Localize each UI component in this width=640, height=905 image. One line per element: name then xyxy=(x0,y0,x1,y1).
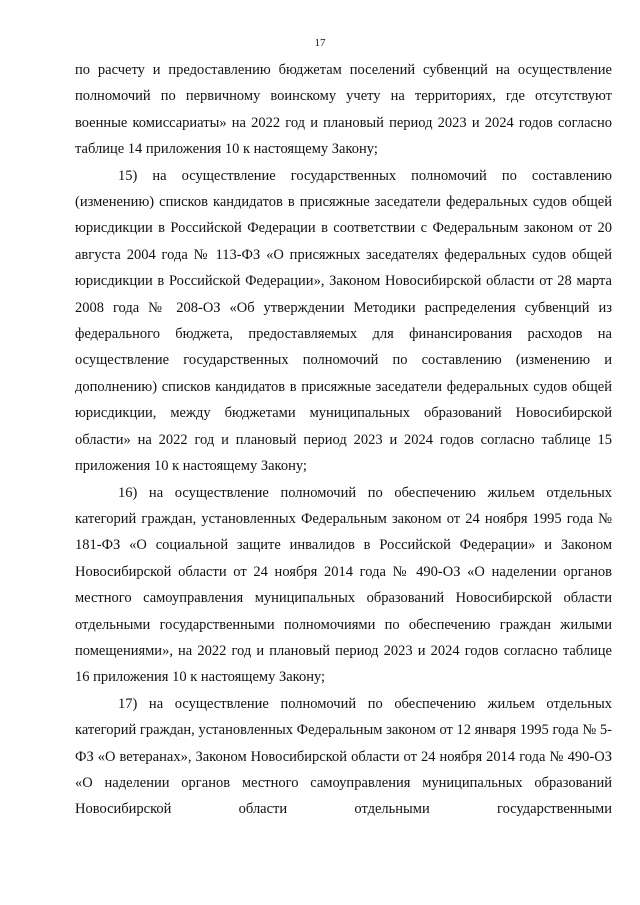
page-number: 17 xyxy=(314,37,326,49)
paragraph-17: 17) на осуществление полномочий по обеспечению жильем отдельных категорий граждан, установленных Федеральным законом от 12 января 1995 года № 5-ФЗ «О ветеранах», Законом Новосибирской области от 24 ноября 2014 года № 490-ОЗ «О наделении органов местного самоуправления муниципальных образований Новосибирской области отдельными государственными xyxy=(75,695,612,818)
paragraph-15: 15) на осуществление государственных полномочий по составлению (изменению) списков кандидатов в присяжные заседатели федеральных судов общей юрисдикции в Российской Федерации в соответствии с Федеральным законом от 20 августа 2004 года № 113-ФЗ «О присяжных заседателях федеральных судов общей юрисдикции в Российской Федерации», Законом Новосибирской области от 28 марта 2008 года № 208-ОЗ «Об утверждении Методики распределения субвенций из федерального бюджета, предоставляемых для финансирования расходов на осуществление государственных полномочий по составлению (изменению и дополнению) списков кандидатов в присяжные заседатели федеральных судов общей юрисдикции, между бюджетами муниципальных образований Новосибирской области» на 2022 год и плановый период 2023 и 2024 годов согласно таблице 15 приложения 10 к настоящему Закону; xyxy=(75,167,612,475)
paragraph-14-continuation: по расчету и предоставлению бюджетам поселений субвенций на осуществление полномочий по первичному воинскому учету на территориях, где отсутствуют военные комиссариаты» на 2022 год и плановый период 2023 и 2024 годов согласно таблице 14 приложения 10 к настоящему Закону; xyxy=(75,62,612,158)
document-body xyxy=(75,57,612,823)
paragraph-16: 16) на осуществление полномочий по обеспечению жильем отдельных категорий граждан, установленных Федеральным законом от 24 ноября 1995 года № 181-ФЗ «О социальной защите инвалидов в Российской Федерации» и Законом Новосибирской области от 24 ноября 2014 года № 490-ОЗ «О наделении органов местного самоуправления муниципальных образований Новосибирской области отдельными государственными полномочиями по обеспечению граждан жилыми помещениями», на 2022 год и плановый период 2023 и 2024 годов согласно таблице 16 приложения 10 к настоящему Закону; xyxy=(75,484,612,686)
